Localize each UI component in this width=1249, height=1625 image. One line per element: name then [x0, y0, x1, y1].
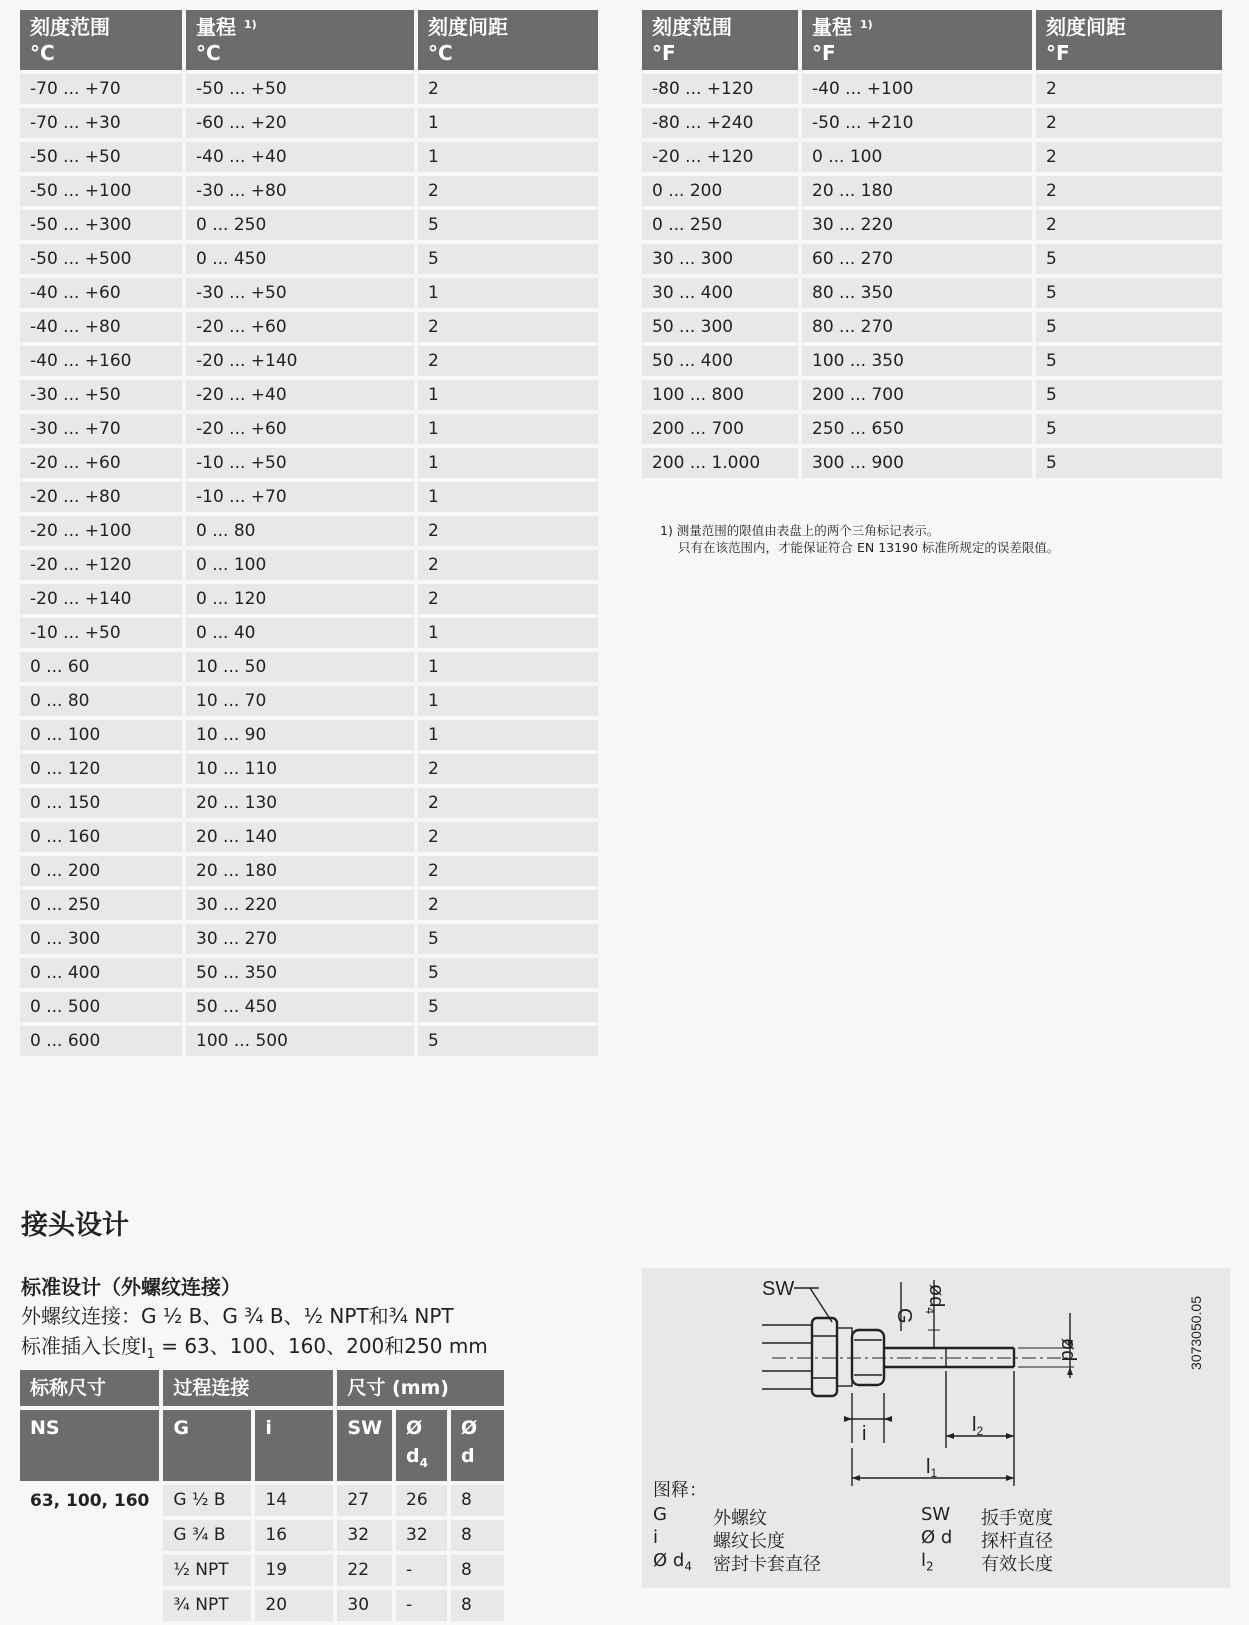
- subheader-ns: NS: [20, 1410, 159, 1481]
- table-row: [20, 992, 598, 1022]
- table-cell: 2: [418, 584, 598, 614]
- table-row: [20, 312, 598, 342]
- legend-sym-g: G: [653, 1504, 667, 1525]
- table-cell: -10 ... +50: [186, 448, 414, 478]
- table-cell: -50 ... +50: [20, 142, 182, 172]
- legend-text-d: 探杆直径: [981, 1531, 1053, 1552]
- table-cell: 2: [418, 550, 598, 580]
- table-cell: 0 ... 120: [20, 754, 182, 784]
- table-cell: -10 ... +70: [186, 482, 414, 512]
- label-i: i: [862, 1423, 867, 1445]
- table-cell: 10 ... 70: [186, 686, 414, 716]
- table-cell: 0 ... 150: [20, 788, 182, 818]
- table-cell: -30 ... +50: [186, 278, 414, 308]
- table-row: [20, 550, 598, 580]
- subheader-sw: SW: [337, 1410, 392, 1481]
- table-cell: 80 ... 350: [802, 278, 1032, 308]
- table-row: [642, 108, 1222, 138]
- table-cell: 10 ... 110: [186, 754, 414, 784]
- table-cell: 0 ... 250: [186, 210, 414, 240]
- table-cell: 100 ... 800: [642, 380, 798, 410]
- table-cell: G ½ B: [163, 1485, 251, 1516]
- table-cell: 5: [1036, 380, 1222, 410]
- table-cell: 60 ... 270: [802, 244, 1032, 274]
- table-row: [642, 210, 1222, 240]
- footnote-line-1: 1) 测量范围的限值由表盘上的两个三角标记表示。: [660, 523, 940, 538]
- table-cell: -30 ... +70: [20, 414, 182, 444]
- table-cell: 0 ... 250: [20, 890, 182, 920]
- table-cell: 0 ... 100: [20, 720, 182, 750]
- table-cell: 5: [418, 1026, 598, 1056]
- table-cell: 0 ... 80: [186, 516, 414, 546]
- table-cell: 0 ... 100: [802, 142, 1032, 172]
- table-cell: 32: [396, 1520, 447, 1551]
- table-row: [20, 346, 598, 376]
- subheader-d4: Ø $d_4$: [396, 1410, 447, 1481]
- table-cell: -80 ... +120: [642, 74, 798, 104]
- table-row: [20, 74, 598, 104]
- legend-text-d4: 密封卡套直径: [713, 1554, 821, 1575]
- table-cell: 300 ... 900: [802, 448, 1032, 478]
- table-cell: 2: [418, 346, 598, 376]
- table-cell: 0 ... 80: [20, 686, 182, 716]
- table-cell: 19: [255, 1555, 333, 1586]
- table-cell: -: [396, 1555, 447, 1586]
- table-cell: 20: [255, 1590, 333, 1621]
- table-cell: -40 ... +100: [802, 74, 1032, 104]
- table-row: [642, 74, 1222, 104]
- table-cell: 0 ... 40: [186, 618, 414, 648]
- table-cell: 2: [418, 856, 598, 886]
- table-cell: 100 ... 350: [802, 346, 1032, 376]
- table-row: [20, 448, 598, 478]
- table-cell: 30: [337, 1590, 392, 1621]
- table-cell: 0 ... 120: [186, 584, 414, 614]
- table-cell: 5: [418, 244, 598, 274]
- table-cell: -60 ... +20: [186, 108, 414, 138]
- table-cell: 10 ... 50: [186, 652, 414, 682]
- table-cell: 0 ... 200: [20, 856, 182, 886]
- table-row: [20, 244, 598, 274]
- table-cell: 20 ... 180: [802, 176, 1032, 206]
- table-cell: 16: [255, 1520, 333, 1551]
- table-cell: 5: [418, 924, 598, 954]
- table-cell: 1: [418, 482, 598, 512]
- table-cell: -30 ... +50: [20, 380, 182, 410]
- table-cell: -40 ... +40: [186, 142, 414, 172]
- table-cell: 50 ... 350: [186, 958, 414, 988]
- table-row: [20, 482, 598, 512]
- table-row: [20, 414, 598, 444]
- table-cell: 5: [1036, 312, 1222, 342]
- header-dimensions: 尺寸 (mm): [337, 1370, 504, 1406]
- table-cell: 2: [418, 312, 598, 342]
- thread-description: 外螺纹连接：G ½ B、G ¾ B、½ NPT和¾ NPT: [21, 1304, 454, 1328]
- table-row: [642, 142, 1222, 172]
- table-cell: 5: [418, 958, 598, 988]
- table-cell: 5: [418, 210, 598, 240]
- table-cell: -20 ... +60: [20, 448, 182, 478]
- table-cell: -50 ... +100: [20, 176, 182, 206]
- table-cell: 5: [418, 992, 598, 1022]
- table-cell: 10 ... 90: [186, 720, 414, 750]
- table-cell: 1: [418, 414, 598, 444]
- table-row: [20, 652, 598, 682]
- legend-title: 图释：: [653, 1480, 707, 1501]
- table-cell: 8: [451, 1520, 504, 1551]
- legend-text-sw: 扳手宽度: [981, 1508, 1053, 1529]
- table-cell: 0 ... 100: [186, 550, 414, 580]
- label-l2: $l_2$: [972, 1414, 984, 1438]
- table-cell: 1: [418, 108, 598, 138]
- table-cell: 100 ... 500: [186, 1026, 414, 1056]
- header-measuring-range-c: 量程 $^{1)}$ °C: [186, 10, 414, 70]
- connection-drawing-panel: [642, 1268, 1230, 1588]
- table-cell: 5: [1036, 414, 1222, 444]
- label-g: G: [893, 1308, 915, 1324]
- header-scale-spacing-f: 刻度间距 °F: [1036, 10, 1222, 70]
- table-cell: 0 ... 60: [20, 652, 182, 682]
- table-cell: 250 ... 650: [802, 414, 1032, 444]
- table-row: [20, 380, 598, 410]
- label-l1: $l_1$: [926, 1456, 938, 1480]
- header-nominal-size: 标称尺寸: [20, 1370, 159, 1406]
- table-cell: 200 ... 700: [642, 414, 798, 444]
- table-cell: 2: [418, 890, 598, 920]
- legend-sym-i: i: [653, 1527, 659, 1548]
- footnote-line-2: 只有在该范围内，才能保证符合 EN 13190 标准所规定的误差限值。: [678, 540, 1060, 555]
- table-cell: -20 ... +120: [20, 550, 182, 580]
- connection-dimensions-table: [16, 1366, 508, 1625]
- table-row: [20, 584, 598, 614]
- table-cell: G ¾ B: [163, 1520, 251, 1551]
- table-cell: -30 ... +80: [186, 176, 414, 206]
- table-row: [20, 924, 598, 954]
- table-cell: 80 ... 270: [802, 312, 1032, 342]
- table-cell: 32: [337, 1520, 392, 1551]
- table-row: [20, 856, 598, 886]
- table-row: [20, 210, 598, 240]
- header-process-connection: 过程连接: [163, 1370, 333, 1406]
- drawing-number: 3073050.05: [1188, 1296, 1204, 1370]
- table-cell: 0 ... 160: [20, 822, 182, 852]
- header-measuring-range-f: 量程 $^{1)}$ °F: [802, 10, 1032, 70]
- table-cell: 0 ... 500: [20, 992, 182, 1022]
- table-cell: 14: [255, 1485, 333, 1516]
- table-cell: 5: [1036, 448, 1222, 478]
- table-cell: -20 ... +100: [20, 516, 182, 546]
- table-cell: 27: [337, 1485, 392, 1516]
- subheader-g: G: [163, 1410, 251, 1481]
- table-cell: 0 ... 300: [20, 924, 182, 954]
- label-d4: $ød_4$: [923, 1284, 947, 1315]
- table-cell: 22: [337, 1555, 392, 1586]
- legend-text-g: 外螺纹: [713, 1508, 767, 1529]
- table-cell: 1: [418, 652, 598, 682]
- legend-sym-d: Ø d: [921, 1527, 953, 1548]
- legend-sym-sw: SW: [921, 1504, 951, 1525]
- table-row: [20, 720, 598, 750]
- table-row: [20, 822, 598, 852]
- table-cell: 2: [1036, 210, 1222, 240]
- table-cell: 30 ... 220: [186, 890, 414, 920]
- table-row: [20, 176, 598, 206]
- table-row: [642, 380, 1222, 410]
- table-cell: -20 ... +140: [186, 346, 414, 376]
- table-cell: 0 ... 250: [642, 210, 798, 240]
- table-cell: -20 ... +80: [20, 482, 182, 512]
- table-cell: 50 ... 450: [186, 992, 414, 1022]
- table-cell: 1: [418, 618, 598, 648]
- table-cell: -40 ... +60: [20, 278, 182, 308]
- table-cell: -50 ... +300: [20, 210, 182, 240]
- header-scale-range-f: 刻度范围 °F: [642, 10, 798, 70]
- table-cell: 2: [1036, 108, 1222, 138]
- section-title: 接头设计: [21, 1210, 129, 1241]
- table-cell: 1: [418, 686, 598, 716]
- table-row: [642, 414, 1222, 444]
- table-cell: 30 ... 220: [802, 210, 1032, 240]
- table-row: [20, 754, 598, 784]
- table-cell: 1: [418, 278, 598, 308]
- table-cell: -20 ... +120: [642, 142, 798, 172]
- table-cell: 1: [418, 448, 598, 478]
- table-cell: 2: [418, 822, 598, 852]
- table-cell: 2: [1036, 176, 1222, 206]
- table-cell: 1: [418, 142, 598, 172]
- table-cell: 0 ... 400: [20, 958, 182, 988]
- table-row: [20, 108, 598, 138]
- table-cell: -50 ... +50: [186, 74, 414, 104]
- legend-text-l2: 有效长度: [981, 1554, 1053, 1575]
- table-row: [20, 890, 598, 920]
- table-cell: ¾ NPT: [163, 1590, 251, 1621]
- header-scale-range-c: 刻度范围 °C: [20, 10, 182, 70]
- table-cell: 20 ... 140: [186, 822, 414, 852]
- table-cell: -80 ... +240: [642, 108, 798, 138]
- table-row: [20, 958, 598, 988]
- table-row: [20, 686, 598, 716]
- table-row: [642, 244, 1222, 274]
- table-cell: 50 ... 300: [642, 312, 798, 342]
- table-cell: 2: [1036, 142, 1222, 172]
- table-cell: 50 ... 400: [642, 346, 798, 376]
- table-cell: -10 ... +50: [20, 618, 182, 648]
- table-cell: 0 ... 200: [642, 176, 798, 206]
- table-cell: -50 ... +210: [802, 108, 1032, 138]
- table-cell: 8: [451, 1485, 504, 1516]
- table-row: [642, 278, 1222, 308]
- label-d: ød: [1057, 1338, 1079, 1362]
- table-cell: 2: [418, 516, 598, 546]
- table-cell: 5: [1036, 244, 1222, 274]
- table-row: [20, 788, 598, 818]
- table-cell: -: [396, 1590, 447, 1621]
- table-row: [642, 448, 1222, 478]
- table-cell: 5: [1036, 278, 1222, 308]
- celsius-scale-table: [16, 6, 602, 1060]
- table-row: [20, 278, 598, 308]
- table-cell: 20 ... 130: [186, 788, 414, 818]
- table-row: [20, 142, 598, 172]
- table-row: [20, 618, 598, 648]
- table-cell: -20 ... +40: [186, 380, 414, 410]
- table-cell: -40 ... +160: [20, 346, 182, 376]
- table-cell: 2: [418, 176, 598, 206]
- table-cell: 30 ... 270: [186, 924, 414, 954]
- table-cell: -20 ... +140: [20, 584, 182, 614]
- table-cell: -70 ... +70: [20, 74, 182, 104]
- table-cell: 5: [1036, 346, 1222, 376]
- legend-sym-d4: Ø $d_4$: [653, 1550, 692, 1574]
- table-cell: 30 ... 300: [642, 244, 798, 274]
- table-cell: -40 ... +80: [20, 312, 182, 342]
- table-cell: 8: [451, 1555, 504, 1586]
- table-row: [20, 1026, 598, 1056]
- table-row: [20, 516, 598, 546]
- table-cell: 26: [396, 1485, 447, 1516]
- table-cell: 0 ... 450: [186, 244, 414, 274]
- table-cell: 2: [418, 754, 598, 784]
- table-row: [20, 1485, 504, 1516]
- fahrenheit-scale-table: [638, 6, 1226, 482]
- table-cell: 200 ... 700: [802, 380, 1032, 410]
- header-scale-spacing-c: 刻度间距 °C: [418, 10, 598, 70]
- table-cell: -20 ... +60: [186, 414, 414, 444]
- table-cell: -20 ... +60: [186, 312, 414, 342]
- table-cell: 1: [418, 380, 598, 410]
- table-cell: 20 ... 180: [186, 856, 414, 886]
- footnote: [660, 522, 1059, 556]
- legend-text-i: 螺纹长度: [713, 1531, 785, 1552]
- table-cell: ½ NPT: [163, 1555, 251, 1586]
- table-cell: -70 ... +30: [20, 108, 182, 138]
- table-row: [642, 176, 1222, 206]
- legend-sym-l2: $l_2$: [921, 1550, 934, 1574]
- subheader-i: i: [255, 1410, 333, 1481]
- table-cell: 0 ... 600: [20, 1026, 182, 1056]
- label-sw: SW: [762, 1278, 795, 1300]
- table-cell: 200 ... 1.000: [642, 448, 798, 478]
- table-cell: 2: [418, 74, 598, 104]
- table-cell: 30 ... 400: [642, 278, 798, 308]
- table-row: [642, 346, 1222, 376]
- table-cell: 2: [1036, 74, 1222, 104]
- table-cell: 2: [418, 788, 598, 818]
- subheader-d: Ø d: [451, 1410, 504, 1481]
- table-cell: 1: [418, 720, 598, 750]
- insertion-length-description: 标准插入长度$l_1 = 63$、100、160、200和250 mm: [21, 1334, 488, 1362]
- table-row: [642, 312, 1222, 342]
- nominal-size-cell: 63, 100, 160: [20, 1485, 159, 1621]
- table-cell: 8: [451, 1590, 504, 1621]
- table-cell: -50 ... +500: [20, 244, 182, 274]
- subsection-title: 标准设计（外螺纹连接）: [21, 1275, 241, 1299]
